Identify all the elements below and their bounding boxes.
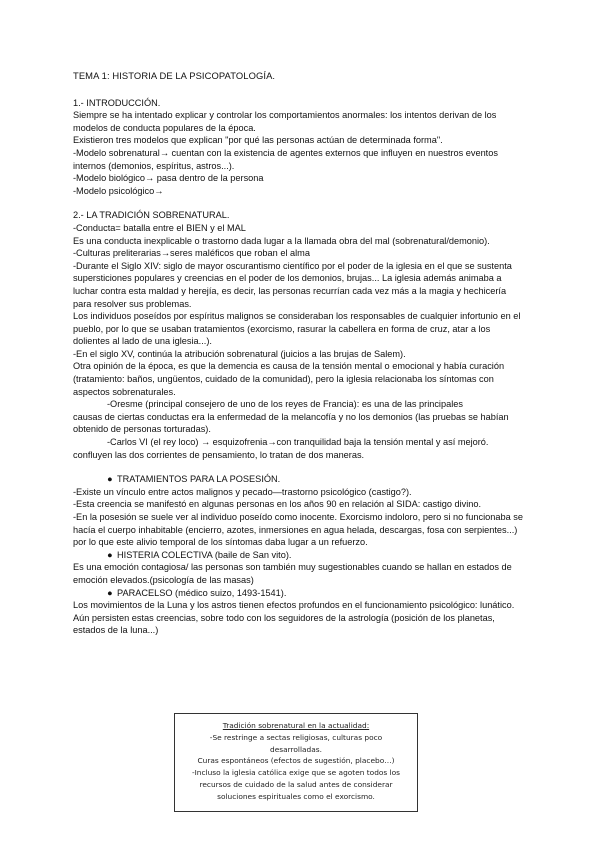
paragraph: -Culturas preliterarias→seres maléficos que roban el alma [73, 248, 310, 259]
paragraph: Los individuos poseídos por espíritus malignos se consideraban los responsables de cualquier infortunio en el pueblo, por lo que se usaban tratamientos (exorcismo, rasurar la cabellera en forma de cruz, atar a los dolientes al lado de una iglesia...). [73, 311, 521, 347]
paragraph: -En el siglo XV, continúa la atribución sobrenatural (juicios a las brujas de Salem). [73, 348, 406, 359]
summary-box-line: desarrolladas. [270, 744, 322, 754]
summary-box-line: recursos de cuidado de la salud antes de considerar [199, 779, 393, 789]
summary-box-line: -Se restringe a sectas religiosas, culturas poco [209, 732, 383, 742]
bullet-label: PARACELSO (médico suizo, 1493-1541). [117, 587, 287, 598]
summary-box [174, 713, 418, 812]
paragraph: -Modelo psicológico→ [73, 185, 164, 196]
paragraph-indented: -Oresme (principal consejero de uno de los reyes de Francia): es una de las principales [107, 399, 463, 410]
paragraph: -Modelo sobrenatural→ cuentan con la existencia de agentes externos que influyen en nuestros eventos internos (demonios, espíritus, astros...). [73, 147, 498, 171]
paragraph: causas de ciertas conductas era la enfermedad de la melancofía y no los demonios (las pruebas se habían obtenido de personas torturadas). [73, 411, 509, 435]
bullet-icon: ● [107, 587, 113, 598]
paragraph: Aún persisten estas creencias, sobre todo con los seguidores de la astrología (posición de los planetas, estados de la luna...) [73, 612, 495, 636]
paragraph: Es una conducta inexplicable o trastorno dada lugar a la llamada obra del mal (sobrenatural/demonio). [73, 235, 490, 246]
bullet-heading-paracelso [73, 587, 523, 600]
bullet-icon: ● [107, 549, 113, 560]
paragraph: -En la posesión se suele ver al individuo poseído como inocente. Exorcismo indoloro, pero si no funcionaba se hacía el cuerpo inhabitable (encierro, azotes, inmersiones en agua helada, descargas, fosa con serpientes...) por lo que este alivio temporal de los síntomas daba lugar a un refuerzo. [73, 512, 523, 548]
summary-box-line: soluciones espirituales como el exorcismo. [217, 791, 375, 801]
paragraph: Los movimientos de la Luna y los astros tienen efectos profundos en el funcionamiento psicológico: lunático. [73, 600, 515, 611]
section-heading-tradicion: 2.- LA TRADICIÓN SOBRENATURAL. [73, 210, 230, 221]
bullet-icon: ● [107, 474, 113, 485]
paragraph: -Durante el Siglo XIV: siglo de mayor oscurantismo científico por el poder de la iglesia en el que se sustenta supersticiones populares y creencias en el poder de los demonios, brujas... La iglesia además animaba a luchar contra esta maldad y herejía, es decir, las personas recurrían cada vez más a la magia y hechicería para resolver sus problemas. [73, 260, 512, 309]
bullet-heading-tratamientos [73, 473, 523, 486]
bullet-heading-histeria [73, 549, 523, 562]
paragraph: Es una emoción contagiosa/ las personas son también muy sugestionables cuando se hallan en estados de emoción elevados.(psicología de las masas) [73, 562, 512, 585]
paragraph: confluyen las dos corrientes de pensamiento, lo tratan de dos maneras. [73, 449, 365, 460]
paragraph: -Conducta= batalla entre el BIEN y el MAL [73, 222, 246, 233]
paragraph: Siempre se ha intentado explicar y controlar los comportamientos anormales: los intentos derivan de los modelos de conducta populares de la época. [73, 110, 497, 133]
document-body [73, 70, 523, 637]
bullet-label: HISTERIA COLECTIVA (baile de San vito). [117, 549, 292, 560]
summary-box-title: Tradición sobrenatural en la actualidad: [222, 721, 370, 730]
bullet-label: TRATAMIENTOS PARA LA POSESIÓN. [117, 474, 281, 485]
paragraph: Existieron tres modelos que explican "por qué las personas actúan de determinada forma". [73, 135, 443, 146]
paragraph: -Modelo biológico→ pasa dentro de la persona [73, 173, 264, 184]
paragraph: -Esta creencia se manifestó en algunas personas en los años 90 en relación al SIDA: castigo divino. [73, 499, 482, 510]
paragraph: Otra opinión de la época, es que la demencia es causa de la tensión mental o emocional y había curación (tratamiento: baños, ungüentos, cuidado de la comunidad), pero la iglesia relacionaba los síntomas con aspectos sobrenaturales. [73, 361, 505, 397]
section-heading-introduccion: 1.- INTRODUCCIÓN. [73, 97, 161, 108]
summary-box-line: Curas espontáneos (efectos de sugestión, placebo…) [197, 756, 395, 766]
summary-box-line: -Incluso la iglesia católica exige que se agoten todos los [191, 768, 401, 778]
paragraph: -Existe un vínculo entre actos malignos y pecado—trastorno psicológico (castigo?). [73, 486, 412, 497]
document-title: TEMA 1: HISTORIA DE LA PSICOPATOLOGÍA. [73, 70, 276, 81]
paragraph-indented: -Carlos VI (el rey loco) → esquizofrenia→con tranquilidad baja la tensión mental y así mejoró. [107, 437, 489, 448]
